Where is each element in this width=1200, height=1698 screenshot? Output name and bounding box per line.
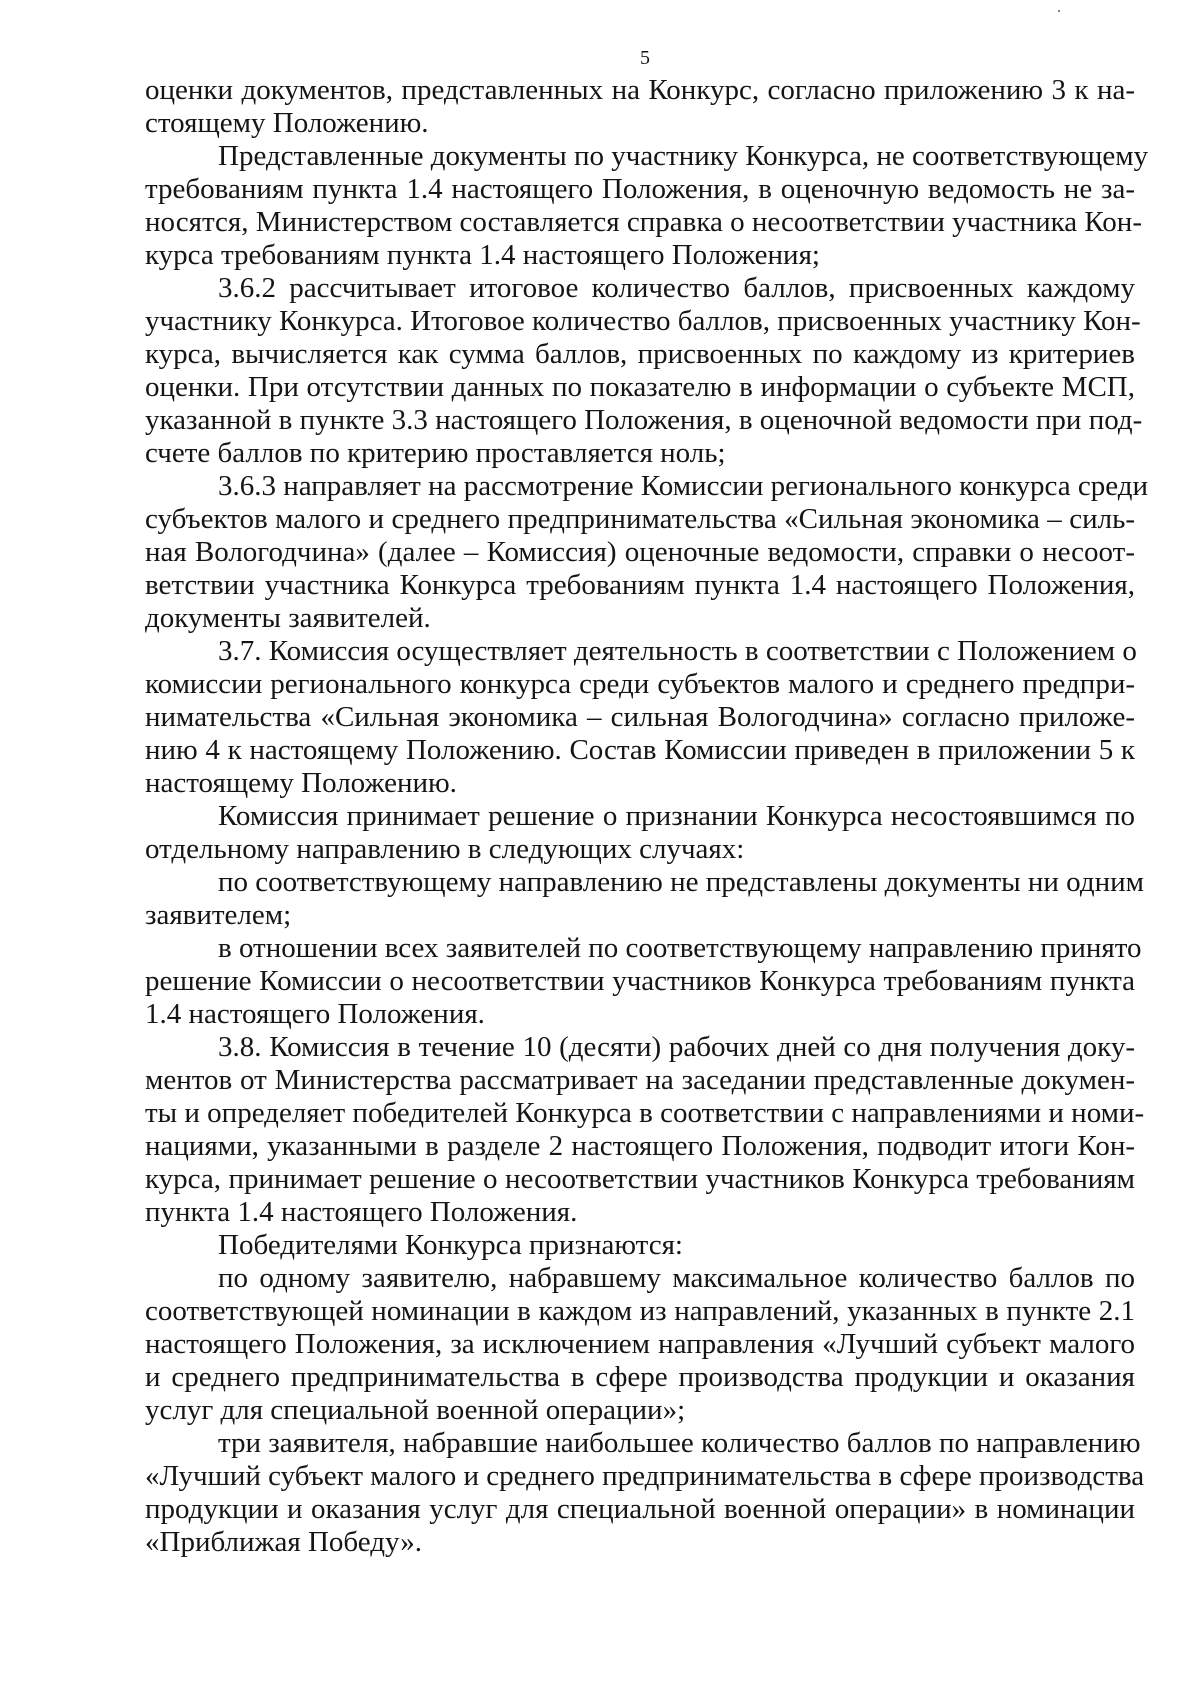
paragraph [145,74,1135,140]
text-line: счете баллов по критерию проставляется ноль; [145,437,726,469]
text-line: Комиссия принимает решение о признании Конкурса несостоявшимся по [218,800,1135,832]
text-line: 1.4 настоящего Положения. [145,998,485,1030]
paragraph [145,1262,1135,1427]
text-line: курса, вычисляется как сумма баллов, присвоенных по каждому из критериев [145,338,1135,370]
text-line: настоящего Положения, за исключением направления «Лучший субъект малого [145,1328,1135,1360]
text-line: документы заявителей. [145,602,431,634]
text-line: 3.6.3 направляет на рассмотрение Комиссии регионального конкурса среди [218,470,1148,502]
text-line: пункта 1.4 настоящего Положения. [145,1196,578,1228]
text-line: ветствии участника Конкурса требованиям пункта 1.4 настоящего Положения, [145,569,1135,601]
paragraph [145,1427,1145,1559]
paragraph [145,272,1143,470]
paragraph [145,932,1142,1031]
text-line: нию 4 к настоящему Положению. Состав Комиссии приведен в приложении 5 к [145,734,1135,766]
page-number: 5 [640,47,650,69]
text-line: 3.8. Комиссия в течение 10 (десяти) рабочих дней со дня получения доку- [218,1031,1135,1063]
text-line: заявителем; [145,899,292,931]
text-line: участнику Конкурса. Итоговое количество баллов, присвоенных участнику Кон- [145,305,1141,337]
paragraph [145,1229,1135,1262]
text-line: 3.7. Комиссия осуществляет деятельность в соответствии с Положением о [218,635,1137,667]
text-line: требованиям пункта 1.4 настоящего Положения, в оценочную ведомость не за- [145,173,1135,205]
text-line: услуг для специальной военной операции»; [145,1394,686,1426]
text-line: три заявителя, набравшие наибольшее количество баллов по направлению [218,1427,1141,1459]
text-line: соответствующей номинации в каждом из направлений, указанных в пункте 2.1 [145,1295,1135,1327]
text-line: настоящему Положению. [145,767,457,799]
text-line: нимательства «Сильная экономика – сильная Вологодчина» согласно приложе- [145,701,1135,733]
text-line: нациями, указанными в разделе 2 настоящего Положения, подводит итоги Кон- [145,1130,1135,1162]
text-line: 3.6.2 рассчитывает итоговое количество баллов, присвоенных каждому [218,272,1135,304]
text-line: оценки. При отсутствии данных по показателю в информации о субъекте МСП, [145,371,1135,403]
text-line: по соответствующему направлению не представлены документы ни одним [218,866,1144,898]
text-line: «Лучший субъект малого и среднего предпринимательства в сфере производства [145,1460,1145,1492]
text-line: отдельному направлению в следующих случаях: [145,833,745,865]
document-body [145,74,1149,1559]
text-line: ты и определяет победителей Конкурса в соответствии с направлениями и номи- [145,1097,1145,1129]
text-line: субъектов малого и среднего предпринимательства «Сильная экономика – силь- [145,503,1135,535]
text-line: решение Комиссии о несоответствии участников Конкурса требованиям пункта [145,965,1135,997]
text-line: и среднего предпринимательства в сфере производства продукции и оказания [145,1361,1135,1393]
text-line: ная Вологодчина» (далее – Комиссия) оценочные ведомости, справки о несоот- [145,536,1135,568]
text-line: в отношении всех заявителей по соответствующему направлению принято [218,932,1142,964]
text-line: ментов от Министерства рассматривает на заседании представленные докумен- [145,1064,1135,1096]
paragraph [145,866,1144,932]
text-line: курса, принимает решение о несоответствии участников Конкурса требованиям [145,1163,1135,1195]
paragraph [145,470,1148,635]
paragraph [145,800,1135,866]
text-line: стоящему Положению. [145,107,429,139]
paragraph [145,1031,1145,1229]
scan-artifact-dot [1058,10,1060,12]
text-line: Представленные документы по участнику Конкурса, не соответствующему [218,140,1149,172]
text-line: оценки документов, представленных на Конкурс, согласно приложению 3 к на- [145,74,1135,106]
text-line: продукции и оказания услуг для специальной военной операции» в номинации [145,1493,1135,1525]
text-line: Победителями Конкурса признаются: [218,1229,683,1261]
paragraph [145,140,1149,272]
text-line: комиссии регионального конкурса среди субъектов малого и среднего предпри- [145,668,1135,700]
text-line: по одному заявителю, набравшему максимальное количество баллов по [218,1262,1135,1294]
text-line: носятся, Министерством составляется справка о несоответствии участника Кон- [145,206,1142,238]
paragraph [145,635,1135,800]
text-line: «Приближая Победу». [145,1526,423,1558]
text-line: курса требованиям пункта 1.4 настоящего Положения; [145,239,820,271]
text-line: указанной в пункте 3.3 настоящего Положения, в оценочной ведомости при под- [145,404,1143,436]
